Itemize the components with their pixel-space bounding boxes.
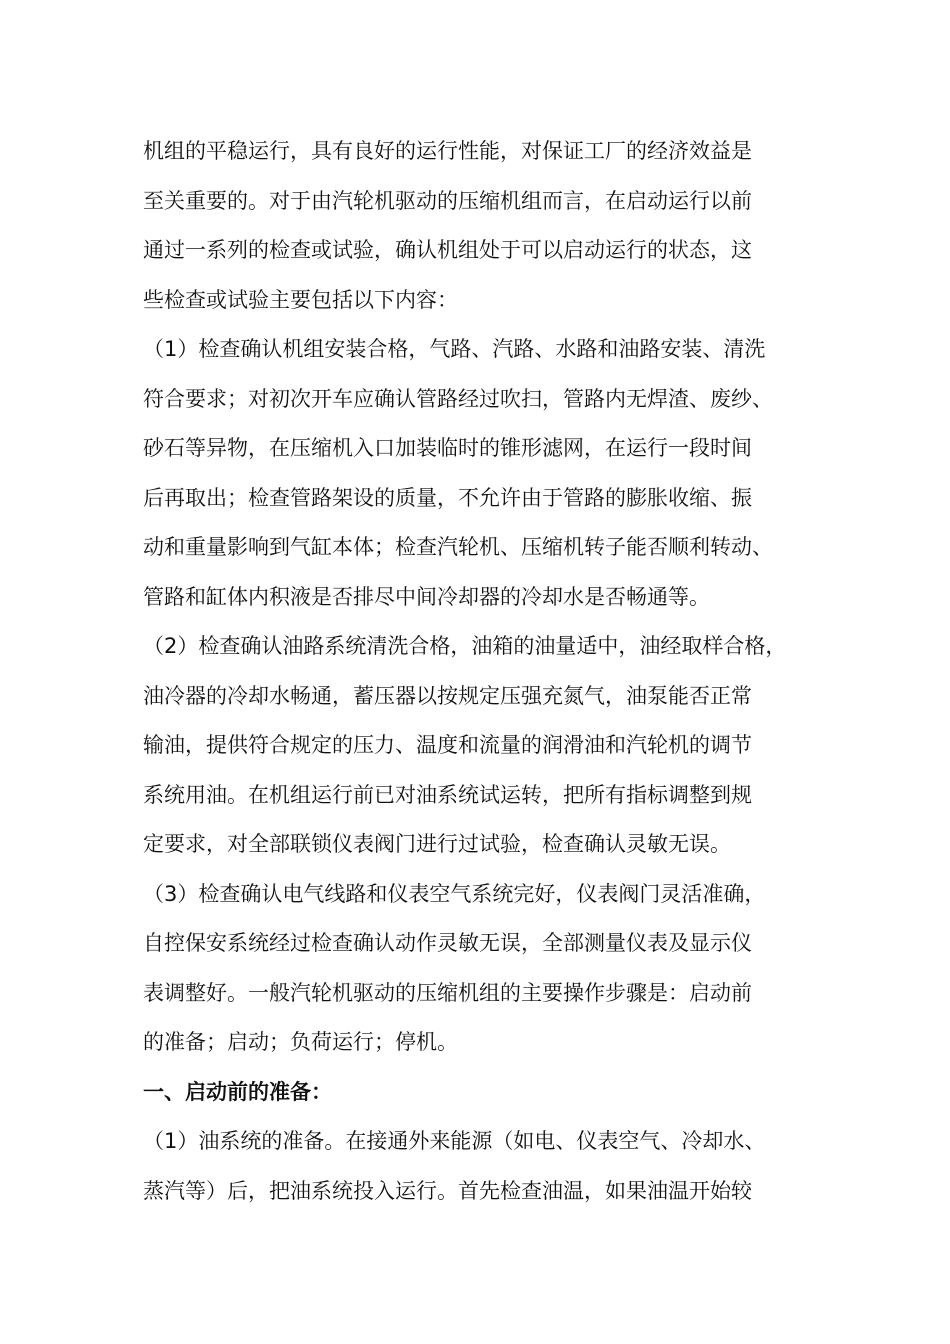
body-text-line: 通过一系列的检查或试验，确认机组处于可以启动运行的状态，这 — [143, 238, 752, 262]
body-text-line: 后再取出；检查管路架设的质量，不允许由于管路的膨胀收缩、振 — [143, 485, 752, 510]
body-text-line: 动和重量影响到气缸本体；检查汽轮机、压缩机转子能否顺利转动、 — [143, 535, 773, 559]
section-heading: 一、启动前的准备： — [143, 1079, 332, 1104]
body-text-line: （1）油系统的准备。在接通外来能源（如电、仪表空气、冷却水、 — [143, 1129, 766, 1153]
body-text-line: 的准备；启动；负荷运行；停机。 — [143, 1030, 458, 1054]
body-text-line: 油冷器的冷却水畅通，蓄压器以按规定压强充氮气，油泵能否正常 — [143, 683, 752, 708]
body-text-line: 符合要求；对初次开车应确认管路经过吹扫，管路内无焊渣、废纱、 — [143, 386, 773, 411]
body-text-line: 表调整好。一般汽轮机驱动的压缩机组的主要操作步骤是：启动前 — [143, 980, 752, 1005]
document-body — [143, 127, 823, 1216]
body-text-line: 输油，提供符合规定的压力、温度和流量的润滑油和汽轮机的调节 — [143, 733, 752, 757]
body-text-line: 机组的平稳运行，具有良好的运行性能，对保证工厂的经济效益是 — [143, 139, 752, 163]
body-text-line: （1）检查确认机组安装合格，气路、汽路、水路和油路安装、清洗 — [143, 337, 766, 361]
body-text-line: 些检查或试验主要包括以下内容： — [143, 287, 458, 312]
body-text-line: 管路和缸体内积液是否排尽中间冷却器的冷却水是否畅通等。 — [143, 584, 710, 609]
body-text-line: 至关重要的。对于由汽轮机驱动的压缩机组而言，在启动运行以前 — [143, 188, 752, 213]
body-text-line: （2）检查确认油路系统清洗合格，油箱的油量适中，油经取样合格， — [143, 634, 787, 658]
body-text-line: 系统用油。在机组运行前已对油系统试运转，把所有指标调整到规 — [143, 782, 752, 807]
body-text-line: （3）检查确认电气线路和仪表空气系统完好，仪表阀门灵活准确， — [143, 881, 766, 906]
body-text-line: 砂石等异物，在压缩机入口加装临时的锥形滤网，在运行一段时间 — [143, 436, 752, 460]
body-text-line: 定要求，对全部联锁仪表阀门进行过试验，检查确认灵敏无误。 — [143, 832, 731, 856]
body-text-line: 自控保安系统经过检查确认动作灵敏无误，全部测量仪表及显示仪 — [143, 931, 752, 955]
body-text-line: 蒸汽等）后，把油系统投入运行。首先检查油温，如果油温开始较 — [143, 1178, 752, 1203]
